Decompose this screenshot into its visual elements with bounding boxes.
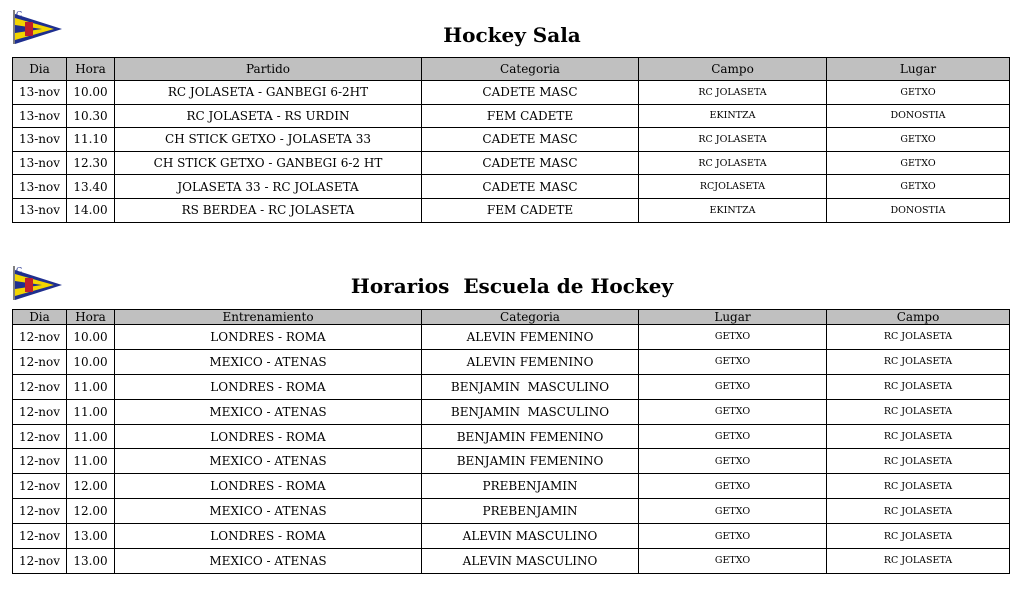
cell-hora: 11.00 — [67, 399, 115, 424]
cell-entrenamiento: MEXICO - ATENAS — [115, 449, 422, 474]
cell-campo: RC JOLASETA — [827, 424, 1010, 449]
cell-dia: 12-nov — [13, 325, 67, 350]
hockey-sala-table — [12, 57, 1010, 223]
cell-categoria: ALEVIN FEMENINO — [422, 349, 639, 374]
cell-lugar: GETXO — [639, 449, 827, 474]
cell-dia: 12-nov — [13, 474, 67, 499]
cell-campo: RC JOLASETA — [827, 524, 1010, 549]
cell-dia: 12-nov — [13, 499, 67, 524]
cell-lugar: GETXO — [639, 325, 827, 350]
cell-hora: 12.30 — [67, 151, 115, 175]
cell-categoria: ALEVIN FEMENINO — [422, 325, 639, 350]
cell-hora: 10.00 — [67, 81, 115, 105]
cell-hora: 11.10 — [67, 128, 115, 152]
section-title-hockey-sala: Hockey Sala — [443, 23, 581, 47]
cell-categoria: PREBENJAMIN — [422, 499, 639, 524]
cell-entrenamiento: MEXICO - ATENAS — [115, 499, 422, 524]
col-header-categoria: Categoria — [422, 310, 639, 325]
cell-entrenamiento: LONDRES - ROMA — [115, 524, 422, 549]
table-row — [13, 151, 1010, 175]
table-row — [13, 424, 1010, 449]
cell-partido: CH STICK GETXO - GANBEGI 6-2 HT — [115, 151, 422, 175]
cell-partido: RC JOLASETA - RS URDIN — [115, 104, 422, 128]
col-header-campo: Campo — [827, 310, 1010, 325]
table-row — [13, 175, 1010, 199]
col-header-hora: Hora — [67, 310, 115, 325]
cell-lugar: GETXO — [639, 399, 827, 424]
cell-partido: RS BERDEA - RC JOLASETA — [115, 198, 422, 222]
table-row — [13, 198, 1010, 222]
cell-entrenamiento: MEXICO - ATENAS — [115, 349, 422, 374]
col-header-lugar: Lugar — [639, 310, 827, 325]
cell-entrenamiento: LONDRES - ROMA — [115, 325, 422, 350]
cell-dia: 12-nov — [13, 424, 67, 449]
cell-campo: RC JOLASETA — [827, 499, 1010, 524]
table-row — [13, 549, 1010, 574]
cell-campo: EKINTZA — [639, 198, 827, 222]
col-header-hora: Hora — [67, 58, 115, 81]
cell-lugar: GETXO — [639, 524, 827, 549]
col-header-campo: Campo — [639, 58, 827, 81]
table-row — [13, 81, 1010, 105]
cell-dia: 13-nov — [13, 151, 67, 175]
cell-hora: 13.40 — [67, 175, 115, 199]
cell-dia: 12-nov — [13, 524, 67, 549]
cell-lugar: GETXO — [639, 499, 827, 524]
cell-campo: RC JOLASETA — [827, 399, 1010, 424]
cell-categoria: BENJAMIN FEMENINO — [422, 449, 639, 474]
cell-campo: RCJOLASETA — [639, 175, 827, 199]
cell-categoria: CADETE MASC — [422, 81, 639, 105]
cell-hora: 10.30 — [67, 104, 115, 128]
table-row — [13, 524, 1010, 549]
cell-dia: 13-nov — [13, 81, 67, 105]
cell-lugar: GETXO — [827, 151, 1010, 175]
cell-hora: 10.00 — [67, 349, 115, 374]
table-row — [13, 374, 1010, 399]
cell-categoria: ALEVIN MASCULINO — [422, 549, 639, 574]
cell-categoria: BENJAMIN MASCULINO — [422, 374, 639, 399]
cell-categoria: ALEVIN MASCULINO — [422, 524, 639, 549]
section-title-escuela-hockey: Horarios Escuela de Hockey — [350, 274, 674, 298]
table-row — [13, 399, 1010, 424]
cell-categoria: CADETE MASC — [422, 151, 639, 175]
table-row — [13, 449, 1010, 474]
table-header-row — [13, 310, 1010, 325]
cell-entrenamiento: LONDRES - ROMA — [115, 474, 422, 499]
cell-hora: 12.00 — [67, 474, 115, 499]
cell-dia: 12-nov — [13, 399, 67, 424]
cell-entrenamiento: LONDRES - ROMA — [115, 424, 422, 449]
cell-dia: 12-nov — [13, 374, 67, 399]
cell-entrenamiento: MEXICO - ATENAS — [115, 399, 422, 424]
cell-campo: RC JOLASETA — [827, 349, 1010, 374]
cell-hora: 12.00 — [67, 499, 115, 524]
cell-dia: 13-nov — [13, 175, 67, 199]
table-row — [13, 349, 1010, 374]
cell-dia: 12-nov — [13, 349, 67, 374]
cell-lugar: GETXO — [827, 175, 1010, 199]
cell-campo: RC JOLASETA — [639, 151, 827, 175]
col-header-dia: Dia — [13, 310, 67, 325]
cell-categoria: FEM CADETE — [422, 104, 639, 128]
cell-hora: 13.00 — [67, 524, 115, 549]
cell-campo: RC JOLASETA — [639, 128, 827, 152]
table-row — [13, 104, 1010, 128]
cell-lugar: GETXO — [639, 549, 827, 574]
col-header-entrenamiento: Entrenamiento — [115, 310, 422, 325]
cell-lugar: GETXO — [827, 81, 1010, 105]
cell-partido: RC JOLASETA - GANBEGI 6-2HT — [115, 81, 422, 105]
cell-hora: 11.00 — [67, 374, 115, 399]
cell-lugar: GETXO — [639, 474, 827, 499]
col-header-partido: Partido — [115, 58, 422, 81]
cell-lugar: GETXO — [639, 424, 827, 449]
cell-campo: RC JOLASETA — [639, 81, 827, 105]
cell-dia: 13-nov — [13, 128, 67, 152]
cell-campo: EKINTZA — [639, 104, 827, 128]
cell-categoria: BENJAMIN MASCULINO — [422, 399, 639, 424]
table-row — [13, 499, 1010, 524]
col-header-dia: Dia — [13, 58, 67, 81]
cell-entrenamiento: LONDRES - ROMA — [115, 374, 422, 399]
cell-campo: RC JOLASETA — [827, 449, 1010, 474]
cell-campo: RC JOLASETA — [827, 325, 1010, 350]
cell-categoria: CADETE MASC — [422, 175, 639, 199]
cell-categoria: PREBENJAMIN — [422, 474, 639, 499]
table-row — [13, 325, 1010, 350]
cell-categoria: BENJAMIN FEMENINO — [422, 424, 639, 449]
cell-lugar: GETXO — [827, 128, 1010, 152]
svg-text:C: C — [16, 10, 23, 19]
cell-hora: 11.00 — [67, 449, 115, 474]
cell-lugar: GETXO — [639, 374, 827, 399]
cell-partido: JOLASETA 33 - RC JOLASETA — [115, 175, 422, 199]
cell-lugar: GETXO — [639, 349, 827, 374]
cell-categoria: CADETE MASC — [422, 128, 639, 152]
table-row — [13, 128, 1010, 152]
cell-dia: 12-nov — [13, 449, 67, 474]
cell-hora: 13.00 — [67, 549, 115, 574]
escuela-hockey-table — [12, 309, 1010, 574]
cell-campo: RC JOLASETA — [827, 474, 1010, 499]
table-row — [13, 474, 1010, 499]
cell-partido: CH STICK GETXO - JOLASETA 33 — [115, 128, 422, 152]
cell-entrenamiento: MEXICO - ATENAS — [115, 549, 422, 574]
cell-campo: RC JOLASETA — [827, 374, 1010, 399]
cell-lugar: DONOSTIA — [827, 104, 1010, 128]
cell-hora: 14.00 — [67, 198, 115, 222]
cell-dia: 13-nov — [13, 104, 67, 128]
table-header-row — [13, 58, 1010, 81]
svg-text:C: C — [16, 266, 23, 275]
col-header-lugar: Lugar — [827, 58, 1010, 81]
cell-dia: 12-nov — [13, 549, 67, 574]
col-header-categoria: Categoria — [422, 58, 639, 81]
cell-campo: RC JOLASETA — [827, 549, 1010, 574]
cell-lugar: DONOSTIA — [827, 198, 1010, 222]
cell-dia: 13-nov — [13, 198, 67, 222]
cell-hora: 11.00 — [67, 424, 115, 449]
cell-hora: 10.00 — [67, 325, 115, 350]
cell-categoria: FEM CADETE — [422, 198, 639, 222]
